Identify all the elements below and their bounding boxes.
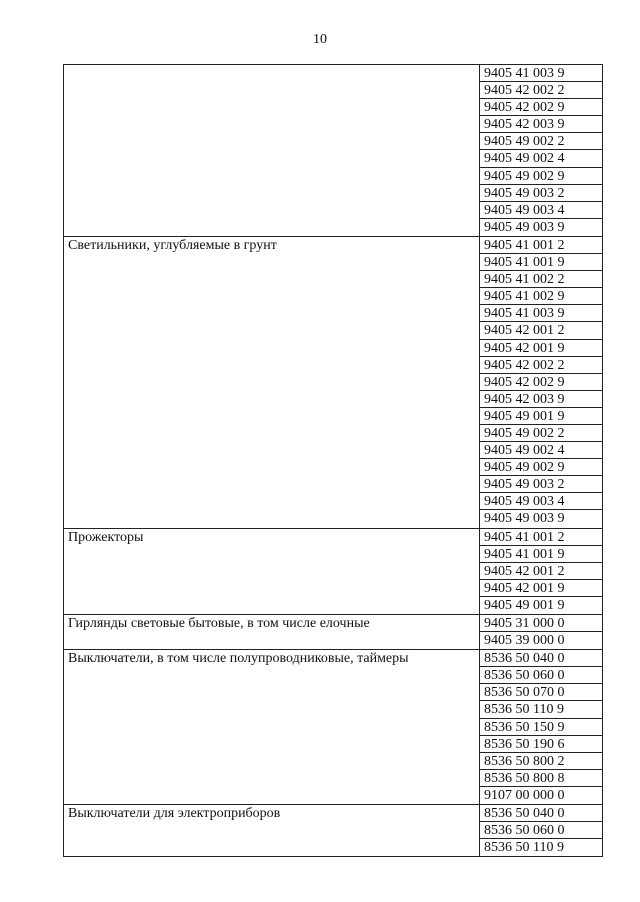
code-line: 9405 42 002 9 [480,99,602,116]
codes-cell [480,528,603,614]
code-line: 9405 42 002 2 [480,82,602,99]
table-row [64,236,603,528]
code-line: 9405 41 002 9 [480,288,602,305]
product-name [64,65,479,82]
table-row [64,528,603,614]
code-line: 9107 00 000 0 [484,787,565,803]
code-line: 8536 50 040 0 [480,650,602,667]
code-line: 9405 41 002 2 [480,271,602,288]
code-line: 9405 49 003 9 [484,219,565,235]
code-line: 9405 42 001 9 [480,340,602,357]
product-name-cell [64,805,480,857]
product-name: Гирлянды световые бытовые, в том числе елочные [68,616,370,631]
product-name: Прожекторы [68,529,144,545]
code-line: 9405 49 002 4 [480,442,602,459]
code-line: 8536 50 110 9 [480,701,602,718]
page-number: 10 [313,32,327,47]
code-line: 9405 49 001 9 [480,408,602,425]
code-line: 8536 50 060 0 [480,822,602,839]
codes-cell [480,236,603,528]
code-line: 9405 49 002 4 [480,150,602,167]
code-line: 9405 49 003 2 [480,476,602,493]
product-name: Светильники, углубляемые в грунт [68,237,277,253]
table-body [64,65,603,857]
code-line: 8536 50 040 0 [480,805,602,822]
code-line: 9405 42 001 2 [480,322,602,339]
code-line: 9405 42 002 2 [480,357,602,374]
table-row [64,805,603,857]
code-line: 8536 50 800 2 [480,753,602,770]
product-name: Выключатели, в том числе полупроводниковые, таймеры [68,651,409,667]
code-line: 8536 50 190 6 [480,736,602,753]
code-line: 9405 41 003 9 [480,305,602,322]
codes-cell [480,805,603,857]
code-line: 9405 49 003 4 [480,493,602,510]
table-row [64,615,603,650]
code-line: 9405 49 003 9 [484,511,565,527]
code-line: 9405 49 003 2 [480,185,602,202]
code-line: 9405 42 001 9 [480,580,602,597]
codes-cell [480,615,603,650]
code-line: 9405 31 000 0 [480,615,602,632]
code-line: 9405 39 000 0 [484,633,565,649]
code-line: 8536 50 110 9 [484,840,564,856]
code-line: 9405 41 001 2 [480,529,602,546]
code-line: 9405 42 002 9 [480,374,602,391]
table-row [64,650,603,805]
code-line: 9405 41 001 9 [480,546,602,563]
product-name-cell [64,528,480,614]
code-line: 9405 41 003 9 [480,65,602,82]
product-name-cell [64,650,480,805]
code-line: 9405 49 002 9 [480,459,602,476]
product-code-table [63,64,603,857]
code-line: 8536 50 800 8 [480,770,602,787]
code-line: 9405 42 003 9 [480,391,602,408]
codes-cell [480,65,603,237]
product-name-cell [64,65,480,237]
code-line: 9405 42 003 9 [480,116,602,133]
codes-cell [480,650,603,805]
code-line: 9405 49 002 2 [480,133,602,150]
code-line: 9405 42 001 2 [480,563,602,580]
code-line: 9405 49 002 9 [480,168,602,185]
code-line: 9405 49 002 2 [480,425,602,442]
product-name-cell [64,236,480,528]
code-line: 9405 41 001 9 [480,254,602,271]
code-line: 9405 49 003 4 [480,202,602,219]
table-row [64,65,603,237]
code-line: 8536 50 070 0 [480,684,602,701]
code-line: 8536 50 150 9 [480,719,602,736]
product-name: Выключатели для электроприборов [68,806,281,822]
code-line: 8536 50 060 0 [480,667,602,684]
product-name-cell [64,615,480,650]
code-line: 9405 41 001 2 [480,237,602,254]
code-line: 9405 49 001 9 [484,597,565,613]
